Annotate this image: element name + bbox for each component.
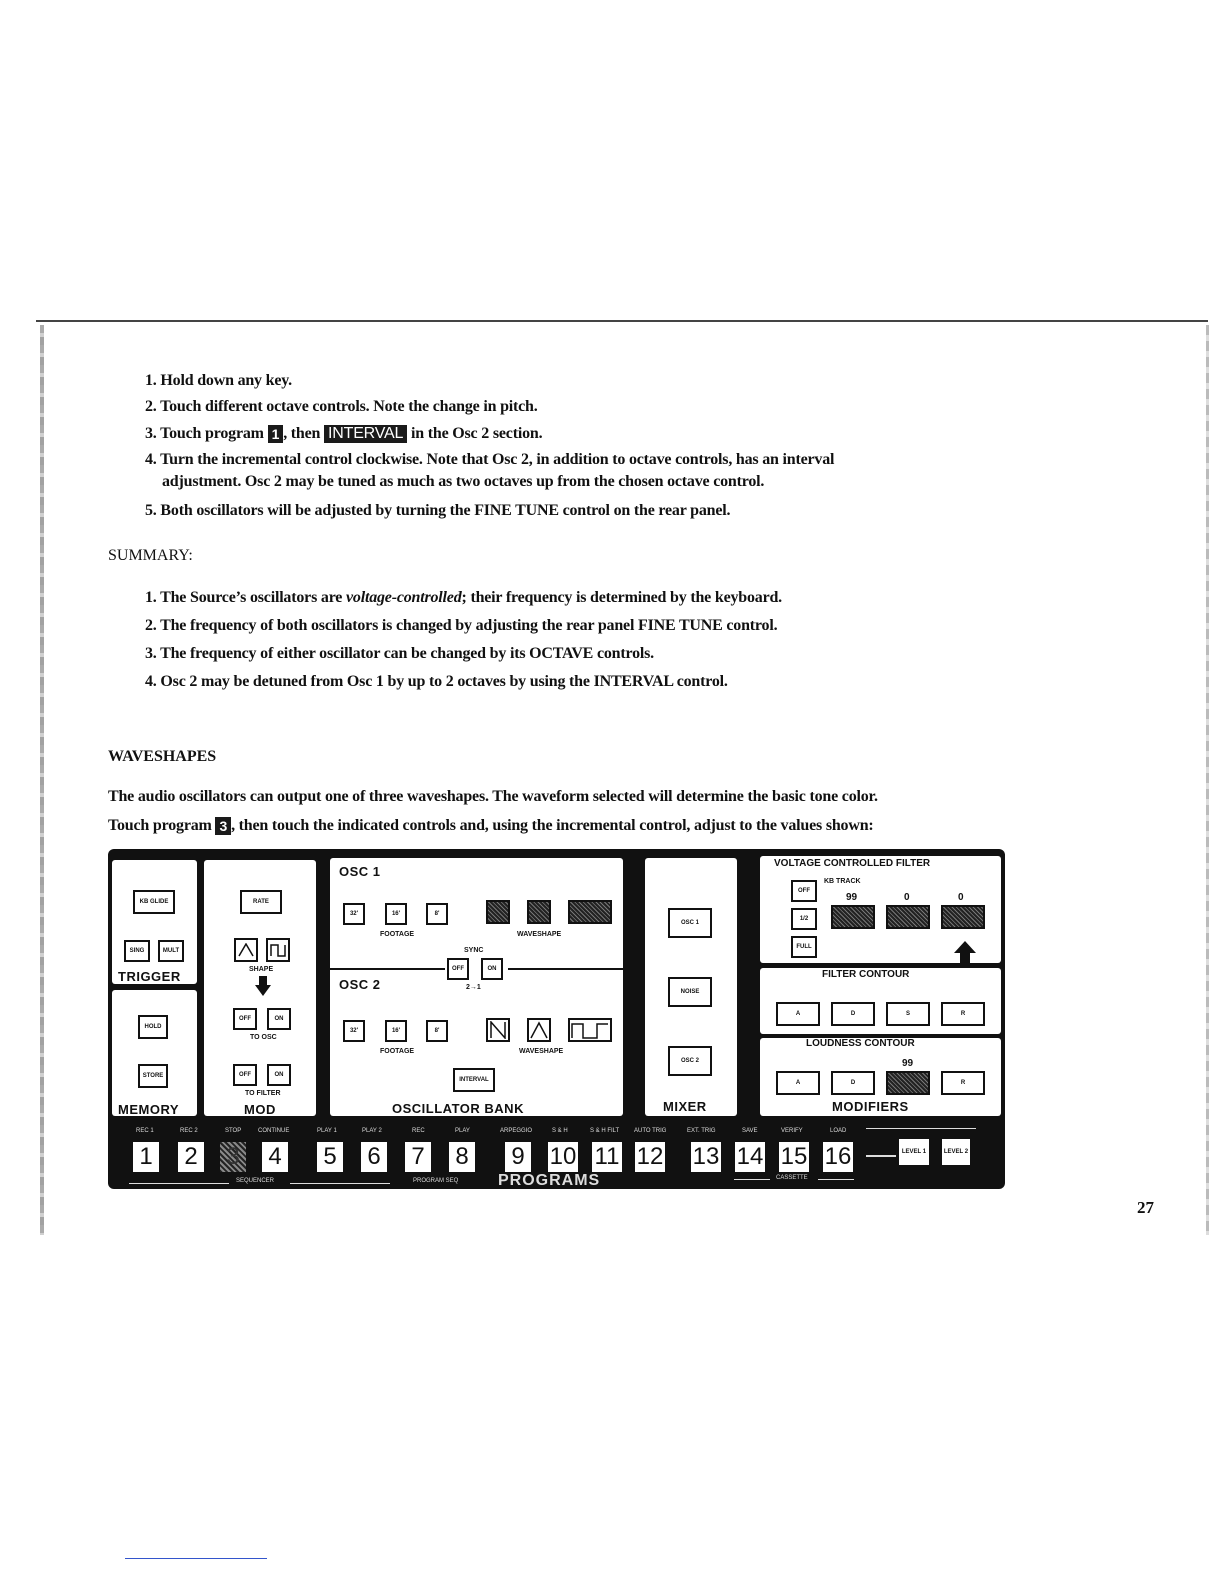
filter-sustain-label: S [905,1010,910,1017]
to-osc-off-button[interactable]: OFF [233,1008,257,1030]
mod-triangle-shape-button[interactable] [234,938,258,962]
kb-track-half-button[interactable]: 1/2 [791,908,817,930]
waveshapes-para-2: Touch program 3 , then touch the indicated controls and, using the incremental control, adjust to the values shown: [108,817,874,835]
rate-button[interactable]: RATE [240,890,282,914]
scan-right-edge [1206,325,1209,1235]
scan-left-edge [40,325,44,1235]
vcf-title: VOLTAGE CONTROLLED FILTER [774,858,931,869]
summary-heading: SUMMARY: [108,547,193,564]
triangle-wave-icon [238,943,254,957]
osc2-sawtooth-wave-button[interactable] [486,1018,510,1042]
loudness-decay-button[interactable] [831,1071,875,1095]
key-label-7: REC [412,1128,425,1134]
loudness-decay-label: D [850,1079,856,1086]
loudness-attack-label: A [795,1079,801,1086]
program-key-15[interactable]: 15 [777,1140,811,1174]
key-label-10: S & H [552,1128,568,1134]
square-wave-icon [270,943,286,957]
osc2-32-button[interactable]: 32' [343,1020,365,1042]
to-filter-on-button[interactable]: ON [267,1064,291,1086]
osc2-waveshape-label: WAVESHAPE [519,1048,564,1055]
vcf-envelope-amount-button[interactable] [941,905,985,929]
loudness-contour-title: LOUDNESS CONTOUR [806,1038,915,1049]
to-osc-on-button[interactable]: ON [267,1008,291,1030]
bottom-rule [125,1558,267,1559]
key-label-11: S & H FILT [590,1128,620,1134]
level-1-button[interactable]: LEVEL 1 [897,1137,931,1167]
osc1-8-button[interactable]: 8' [426,903,448,925]
step-5: 5. Both oscillators will be adjusted by turning the FINE TUNE control on the rear panel. [145,502,731,519]
program-seq-label: PROGRAM SEQ [413,1178,459,1184]
kb-track-label: KB TRACK [824,878,861,885]
key-label-2: REC 2 [180,1128,198,1134]
loudness-sustain-button[interactable] [886,1071,930,1095]
vcf-envelope-value: 0 [958,892,964,903]
trigger-title: TRIGGER [118,969,181,984]
cassette-bracket-left [734,1179,770,1180]
step-4: 4. Turn the incremental control clockwise. Note that Osc 2, in addition to octave controls, has an interval [145,451,835,468]
key-label-14: SAVE [742,1128,758,1134]
osc1-sawtooth-wave-button[interactable] [486,900,510,924]
summary-4: 4. Osc 2 may be detuned from Osc 1 by up to 2 octaves by using the INTERVAL control. [145,673,728,690]
osc1-pulse-wave-button[interactable] [568,900,612,924]
filter-sustain-button[interactable] [886,1002,930,1026]
filter-release-label: R [960,1010,966,1017]
osc1-waveshape-label: WAVESHAPE [517,931,562,938]
program-3-chip: 3 [215,817,231,835]
waveshapes-para-1: The audio oscillators can output one of three waveshapes. The waveform selected will determine the basic tone color. [108,788,878,805]
summary-2: 2. The frequency of both oscillators is changed by adjusting the rear panel FINE TUNE control. [145,617,778,634]
program-key-3[interactable]: 3 [218,1140,248,1174]
osc2-footage-label: FOOTAGE [380,1048,415,1055]
triangle-wave-icon [530,1021,548,1039]
mixer-noise-button[interactable]: NOISE [668,977,712,1007]
key-label-4: CONTINUE [258,1128,290,1134]
key-label-1: REC 1 [136,1128,154,1134]
key-label-13: EXT. TRIG [687,1128,716,1134]
osc2-pulse-wave-button[interactable] [568,1018,612,1042]
osc2-triangle-wave-button[interactable] [527,1018,551,1042]
key-label-15: VERIFY [781,1128,803,1134]
loudness-release-label: R [960,1079,966,1086]
loudness-release-button[interactable] [941,1071,985,1095]
vcf-cutoff-button[interactable] [831,905,875,929]
program-key-14[interactable]: 14 [733,1140,767,1174]
trigger-section [112,860,197,984]
program-key-13[interactable]: 13 [689,1140,723,1174]
program-key-7[interactable]: 7 [403,1140,433,1174]
kb-glide-button[interactable]: KB GLIDE [133,890,175,914]
summary-1: 1. The Source’s oscillators are voltage-controlled; their frequency is determined by the keyboard. [145,589,782,606]
osc1-16-button[interactable]: 16' [385,903,407,925]
summary-3: 3. The frequency of either oscillator can be changed by its OCTAVE controls. [145,645,654,662]
sawtooth-wave-icon [489,1021,507,1039]
memory-section [112,990,197,1116]
sync-off-button[interactable]: OFF [447,958,469,980]
step-3: 3. Touch program 1 , then INTERVAL in the Osc 2 section. [145,425,543,443]
osc2-16-button[interactable]: 16' [385,1020,407,1042]
program-key-9[interactable]: 9 [503,1140,533,1174]
program-key-2[interactable]: 2 [176,1140,206,1174]
program-key-5[interactable]: 5 [315,1140,345,1174]
osc2-8-button[interactable]: 8' [426,1020,448,1042]
program-key-16[interactable]: 16 [821,1140,855,1174]
vcf-emphasis-value: 0 [904,892,910,903]
sync-direction-label: 2→1 [466,984,481,991]
program-key-6[interactable]: 6 [359,1140,389,1174]
cassette-label: CASSETTE [776,1175,808,1181]
kb-track-off-button[interactable]: OFF [791,880,817,902]
level-connector [866,1155,896,1157]
sing-button[interactable]: SING [124,940,150,962]
osc2-title: OSC 2 [339,977,381,992]
step-2: 2. Touch different octave controls. Note the change in pitch. [145,398,538,415]
up-arrow-icon [954,941,976,963]
cassette-bracket-right [818,1179,854,1180]
mixer-osc2-button[interactable]: OSC 2 [668,1046,712,1076]
store-button[interactable]: STORE [138,1064,168,1088]
key-label-5: PLAY 1 [317,1128,337,1134]
filter-release-button[interactable] [941,1002,985,1026]
waveshapes-heading: WAVESHAPES [108,748,217,765]
shape-label: SHAPE [249,966,274,973]
key-label-12: AUTO TRIG [634,1128,667,1134]
hold-button[interactable]: HOLD [138,1015,168,1039]
program-key-8[interactable]: 8 [447,1140,477,1174]
filter-decay-label: D [850,1010,856,1017]
mixer-osc1-button[interactable]: OSC 1 [668,908,712,938]
key-label-16: LOAD [830,1128,847,1134]
program-key-4[interactable]: 4 [260,1140,290,1174]
to-filter-label: TO FILTER [245,1090,281,1097]
filter-attack-button[interactable] [776,1002,820,1026]
modifiers-title: MODIFIERS [832,1099,909,1114]
sequencer-label: SEQUENCER [236,1178,275,1184]
mult-button[interactable]: MULT [158,940,184,962]
program-key-10[interactable]: 10 [546,1140,580,1174]
mod-title: MOD [244,1102,276,1117]
oscillator-bank-title: OSCILLATOR BANK [392,1101,524,1116]
program-key-11[interactable]: 11 [590,1140,624,1174]
mod-square-shape-button[interactable] [266,938,290,962]
program-1-chip: 1 [268,425,284,443]
sequencer-bracket-right [290,1183,390,1184]
scan-top-border [36,320,1208,322]
key-label-9: ARPEGGIO [500,1128,533,1134]
memory-title: MEMORY [118,1102,180,1117]
sync-divider-left [330,968,445,970]
key-label-6: PLAY 2 [362,1128,382,1134]
down-arrow-icon [255,976,271,996]
filter-contour-title: FILTER CONTOUR [822,969,910,980]
sync-label: SYNC [464,947,484,954]
loudness-sustain-value: 99 [902,1058,914,1069]
step-1: 1. Hold down any key. [145,372,292,389]
sync-on-button[interactable]: ON [481,958,503,980]
pulse-wave-icon [571,1021,609,1039]
program-key-1[interactable]: 1 [131,1140,161,1174]
level-2-button[interactable]: LEVEL 2 [940,1137,972,1167]
osc1-footage-label: FOOTAGE [380,931,415,938]
key-label-3: STOP [225,1128,242,1134]
sequencer-bracket-left [129,1183,229,1184]
interval-chip: INTERVAL [324,425,407,443]
key-label-8: PLAY [455,1128,470,1134]
vcf-cutoff-value: 99 [846,892,858,903]
to-filter-off-button[interactable]: OFF [233,1064,257,1086]
interval-button[interactable]: INTERVAL [453,1068,495,1092]
osc1-title: OSC 1 [339,864,381,879]
page-number: 27 [1137,1198,1154,1217]
loudness-attack-button[interactable] [776,1071,820,1095]
filter-decay-button[interactable] [831,1002,875,1026]
osc1-32-button[interactable]: 32' [343,903,365,925]
load-bracket [866,1128,976,1129]
step-4-cont: adjustment. Osc 2 may be tuned as much as two octaves up from the chosen octave control. [162,473,765,490]
programs-label: PROGRAMS [498,1172,601,1189]
program-key-12[interactable]: 12 [633,1140,667,1174]
sync-divider-right [508,968,623,970]
vcf-emphasis-button[interactable] [886,905,930,929]
mixer-title: MIXER [663,1099,707,1114]
filter-attack-label: A [795,1010,801,1017]
osc1-triangle-wave-button[interactable] [527,900,551,924]
kb-track-full-button[interactable]: FULL [791,936,817,958]
to-osc-label: TO OSC [250,1034,277,1041]
